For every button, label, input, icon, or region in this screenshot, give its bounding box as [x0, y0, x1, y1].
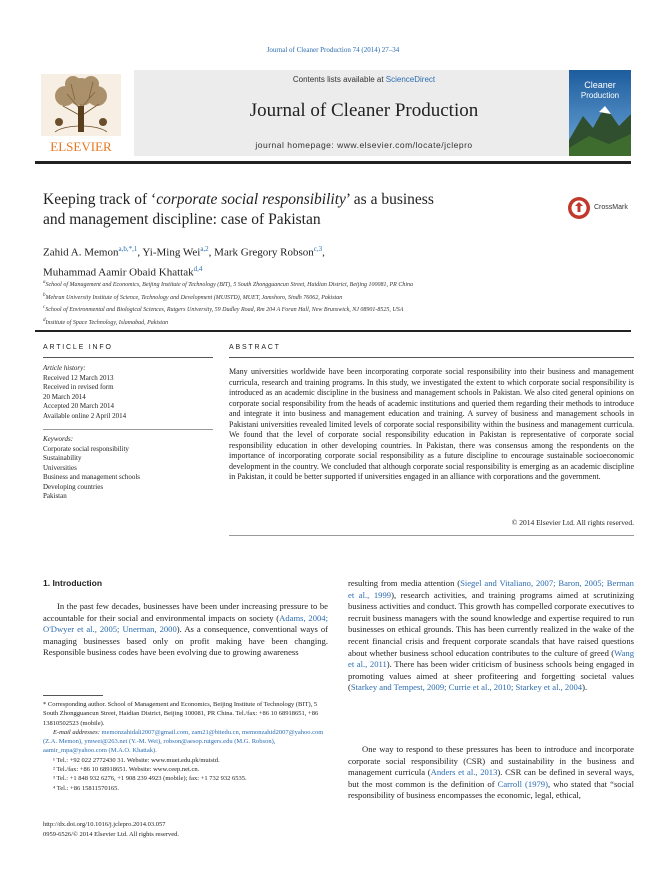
affiliation-rule — [35, 330, 631, 332]
section-heading: 1. Introduction — [43, 578, 103, 588]
keyword: Developing countries — [43, 482, 104, 491]
abstract-text: Many universities worldwide have been incorporating corporate social responsibility into their business and management curricula, research and training programs. In this study, we investigated the extent to which corporate social responsibility is introduced as an academic discipline in the business and management schools in Pakistan. We also cited general opinions on corporate social responsibility from the heads of academic institutions and queried them regarding their methods to introduce and integrate it into business and management education and training. A survey of business and management schools in Pakistani universities revealed limited levels of corporate social responsibility within the business and management curricula. We found that the level of corporate social responsibility education in Pakistan is representative of corporate social responsibility education in other developing countries. In Pakistan, there was consensus among the respondents on the importance of incorporating corporate social responsibility as a future discipline to encourage sustainable socioeconomic development in the country. We concluded that although corporate social responsibility is emerging as an academic discipline in Pakistan, it could be better supported if universities engaged in an alliance with corporations and the government. — [229, 367, 634, 481]
footnote: E-mail addresses: memonzahidali2007@gmail.com, zam21@bitedu.cn, memonzahid2007@yahoo.com (Z.A. Memon), ymwei@263.net (Y.-M. Wei), robson@aesop.rutgers.edu (M.G. Robson), aamir_mpa@yahoo.com (M.A.O. Khattak). — [43, 728, 324, 755]
divider — [229, 357, 634, 358]
header-rule — [35, 161, 631, 164]
citation-link[interactable]: Siegel and Vitaliano, 2007; Baron, 2005; Berman et al., 1999 — [348, 578, 634, 600]
elsevier-logo — [35, 70, 127, 156]
affiliation: $^b$Mehran University Institute of Science, Technology and Development (MUISTD), MUET, Jamshoro, Sindh 76062, Pakistan — [43, 292, 343, 301]
contents-line: Contents lists available at ScienceDirect — [292, 75, 436, 84]
journal-cover-image — [569, 70, 631, 156]
affiliation: $^c$School of Environmental and Biological Sciences, Rutgers University, 59 Dudley Road, Rm 204 A Foran Hall, New Brunswick, NJ 08901-8525, USA — [43, 305, 404, 313]
copyright: © 2014 Elsevier Ltd. All rights reserved. — [511, 518, 634, 527]
journal-banner — [134, 70, 594, 156]
citation-link[interactable]: Anders et al., 2013 — [430, 767, 498, 778]
footnote: ¹ Tel.: +92 022 2772430 31. Website: www.muet.edu.pk/muistd. — [53, 756, 220, 764]
crossmark-icon — [567, 196, 591, 220]
footnote: ⁴ Tel.: +86 15811570165. — [53, 784, 119, 792]
sciencedirect-link[interactable]: ScienceDirect — [385, 75, 436, 84]
citation-link[interactable]: Wang et al., 2011 — [348, 647, 634, 670]
affiliation: $^a$School of Management and Economics, Beijing Institute of Technology (BIT), 5 South Zhongguancun Street, Haidian District, Beijing 100081, PR China — [43, 280, 414, 288]
keyword: Corporate social responsibility — [43, 444, 129, 453]
keyword: Sustainability — [43, 454, 82, 462]
author[interactable]: Mark Gregory Robson — [214, 246, 314, 259]
citation-link[interactable]: Carroll (1979) — [497, 778, 548, 789]
intro-paragraph-3: One way to respond to these pressures has been to introduce and incorporate corporate social responsibility (CSR) and sustainability in the business and management curricula (Anders et al., 2013). CSR can be defined in several ways, but the most common is the definition of Carroll (1979), who stated that “social responsibility of business encompasses the economic, legal, ethical, — [348, 744, 634, 801]
footnotes — [43, 700, 328, 793]
abstract-heading: ABSTRACT — [229, 344, 281, 351]
citation-link[interactable]: Starkey and Tempest, 2009; Currie et al., 2010; Starkey et al., 2004 — [350, 682, 583, 693]
footnote: ² Tel./fax: +86 10 68918651. Website: www.ceep.net.cn. — [53, 766, 200, 774]
affiliations — [43, 278, 633, 328]
citation-link[interactable]: Adams, 2004; O'Dwyer et al., 2005; Unerman, 2000 — [43, 612, 328, 635]
intro-paragraph-2: resulting from media attention (Siegel and Vitaliano, 2007; Baron, 2005; Berman et al., 1999), research activities, and training programs aimed at scrutinizing business activities and conduct. This growth has compelled corporate executives to recruit business managers with the sound knowledge and expertise required to run businesses on ethical grounds. This has been currently realized in the wake of the recent financial crisis and frequent corporate scandals that have raised questions about whether business school education contributes to the culture of greed (Wang et al., 2011). There has been wider criticism of business schools being engaged in promoting values aimed at sheer profiteering and forgetting societal values (Starkey and Tempest, 2009; Currie et al., 2010; Starkey et al., 2004). — [348, 578, 634, 693]
crossmark-label: CrossMark — [594, 204, 628, 211]
author-list: Zahid A. Memon$^{a,b,*,1}$, Yi-Ming Wei$^{a,2}$, Mark Gregory Robson$^{c,3}$, Muhammad Aamir Obaid Khattak$^{d,4}$ — [43, 245, 325, 279]
issn-line: 0959-6526/© 2014 Elsevier Ltd. All rights reserved. — [43, 831, 179, 838]
divider — [43, 357, 213, 358]
journal-homepage[interactable]: journal homepage: www.elsevier.com/locate/jclepro — [255, 140, 473, 150]
affiliation: $^d$Institute of Space Technology, Islamabad, Pakistan — [43, 317, 169, 326]
keywords: Keywords: Corporate social responsibility Sustainability Universities Business and management schools Developing countries Pakistan — [43, 435, 218, 502]
keyword: Universities — [43, 463, 77, 472]
author[interactable]: Yi-Ming Wei — [142, 246, 201, 259]
intro-paragraph-1: In the past few decades, businesses have been under increasing pressure to be accountable for their social and environmental impacts on society (Adams, 2004; O'Dwyer et al., 2005; Unerman, 2000). As a consequence, conventional ways of managing businesses based only on profit making have been changing. Responsible business codes have been evolving due to growing awareness — [43, 601, 328, 658]
email-links[interactable]: memonzahidali2007@gmail.com, zam21@bitedu.cn, memonzahid2007@yahoo.com (Z.A. Memon), ymwei@263.net (Y.-M. Wei), robson@aesop.rutgers.edu (M.G. Robson), aamir_mpa@yahoo.com (M.A.O. Khattak). — [43, 728, 324, 755]
crossmark-button[interactable] — [567, 196, 637, 222]
keyword: Pakistan — [43, 492, 67, 500]
doi-link[interactable]: http://dx.doi.org/10.1016/j.jclepro.2014.03.057 — [43, 821, 166, 828]
svg-text:ELSEVIER: ELSEVIER — [50, 139, 112, 154]
masthead — [35, 70, 631, 158]
divider — [229, 535, 634, 536]
article-title: Keeping track of ‘corporate social responsibility’ as a business and management discipline: case of Pakistan — [43, 191, 434, 228]
article-history: Article history: Received 12 March 2013 Received in revised form 20 March 2014 Accepted 20 March 2014 Available online 2 April 2014 — [43, 364, 127, 420]
keyword: Business and management schools — [43, 473, 141, 481]
author[interactable]: Muhammad Aamir Obaid Khattak — [43, 266, 194, 279]
journal-name: Journal of Cleaner Production — [249, 100, 479, 121]
footnote-rule — [43, 695, 103, 696]
footnote: * Corresponding author. School of Management and Economics, Beijing Institute of Technology (BIT), 5 South Zhongguancun Street, Haidian District, Beijing 100081, PR China. Tel./fax: +86 10 68918651, +86 13810502523 (mobile). — [43, 701, 319, 727]
footnote: ³ Tel.: +1 848 932 6276, +1 908 239 4923 (mobile); fax: +1 732 932 6535. — [53, 775, 247, 783]
author[interactable]: Zahid A. Memon — [43, 246, 119, 259]
journal-citation-link[interactable]: Journal of Cleaner Production 74 (2014) 27–34 — [266, 46, 400, 54]
svg-text:Cleaner: Cleaner — [584, 80, 616, 90]
svg-text:Production: Production — [580, 91, 620, 100]
divider — [43, 429, 213, 430]
article-info-heading: ARTICLE INFO — [43, 344, 113, 351]
